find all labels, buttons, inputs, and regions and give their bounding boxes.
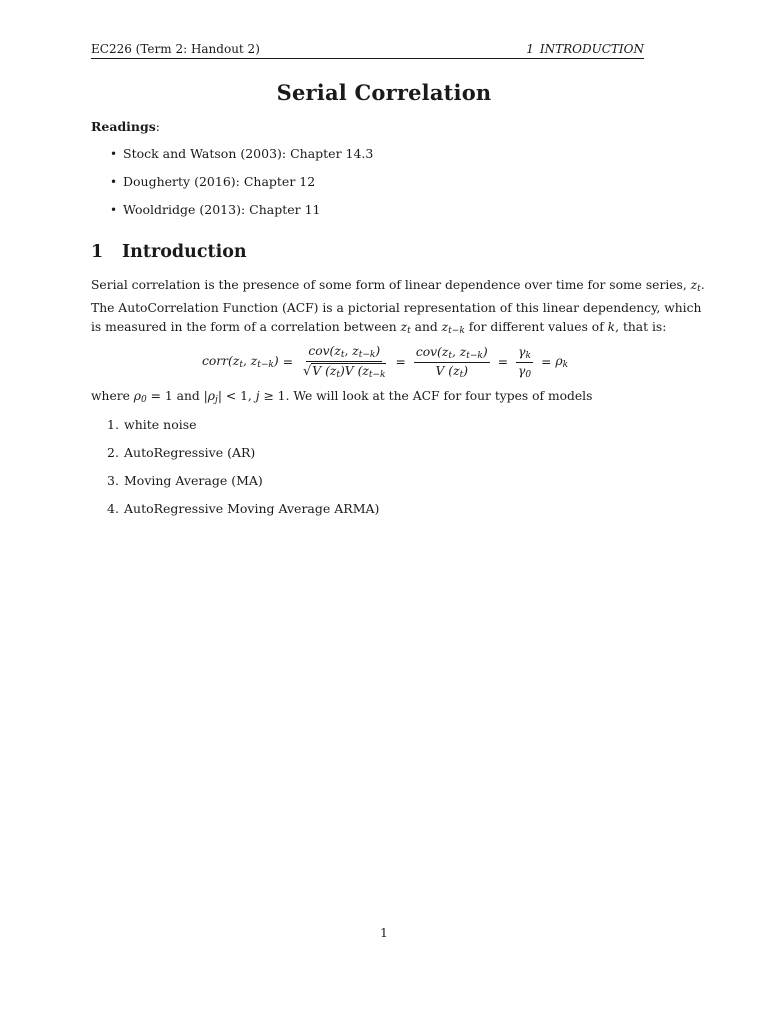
- list-number: 4.: [107, 501, 119, 516]
- bullet-icon: •: [110, 203, 118, 217]
- list-label: AutoRegressive Moving Average ARMA): [124, 501, 380, 516]
- math-subscript: k: [525, 350, 531, 361]
- math-text: ): [482, 344, 488, 359]
- math-subscript: t: [448, 350, 452, 361]
- equals-sign: =: [541, 355, 552, 369]
- list-number: 2.: [107, 445, 119, 460]
- fraction-cov-over-var: [414, 345, 490, 380]
- text-span: = 1 and |: [146, 389, 208, 403]
- math-text: ): [463, 363, 468, 378]
- equation-rhs: [555, 354, 568, 370]
- list-item: [107, 473, 379, 501]
- paragraph-line: [91, 318, 667, 341]
- section-number: 1: [91, 242, 104, 262]
- header-section-title: INTRODUCTION: [539, 42, 644, 56]
- section-title: Introduction: [122, 242, 247, 262]
- math-subscript: t: [459, 369, 464, 380]
- math-var: z: [441, 320, 449, 334]
- page-number: 1: [380, 926, 388, 940]
- math-text: )V (z: [340, 364, 369, 378]
- math-var: z: [690, 278, 698, 292]
- text-span: | < 1,: [217, 389, 256, 403]
- math-text: γ: [518, 344, 526, 359]
- bullet-icon: •: [110, 147, 118, 161]
- paragraph-line: The AutoCorrelation Function (ACF) is a pictorial representation of this linear dependency, which: [91, 301, 702, 315]
- math-text: V (z: [312, 364, 337, 378]
- bullet-icon: •: [110, 175, 118, 189]
- list-number: 1.: [107, 417, 119, 432]
- text-span: and: [410, 320, 442, 334]
- sqrt-radicand: [311, 363, 385, 380]
- text-span: , that is:: [615, 320, 667, 334]
- running-header: [91, 40, 644, 59]
- fraction-denominator: [433, 363, 470, 380]
- list-item: [107, 417, 379, 445]
- math-var: ρ: [133, 389, 142, 403]
- acf-equation: [202, 342, 568, 382]
- math-var: z: [400, 320, 408, 334]
- math-subscript: t: [336, 370, 340, 380]
- math-subscript: 0: [525, 369, 532, 380]
- reading-item: Dougherty (2016): Chapter 12: [123, 174, 316, 189]
- model-types-list: [107, 417, 379, 529]
- math-subscript: t−k: [368, 370, 386, 380]
- math-subscript: t: [407, 326, 411, 336]
- fraction-denominator: [516, 363, 533, 380]
- readings-label: Readings: [91, 119, 156, 134]
- sqrt-icon: √: [303, 364, 312, 379]
- math-var: ρ: [207, 389, 216, 403]
- math-text: cov(z: [308, 344, 341, 358]
- intro-paragraph: [91, 276, 705, 341]
- math-text: ρ: [555, 354, 563, 368]
- equals-sign: =: [282, 355, 293, 369]
- math-text: V (z: [435, 363, 460, 378]
- reading-item: Wooldridge (2013): Chapter 11: [123, 202, 321, 217]
- paragraph-line: [91, 276, 705, 299]
- fraction-numerator: [516, 345, 533, 363]
- equation-lhs: [202, 354, 279, 370]
- fraction-cov-over-sqrt: [301, 344, 388, 380]
- fraction-numerator: [414, 345, 490, 363]
- text-span: for different values of: [464, 320, 608, 334]
- fraction-gamma: [516, 345, 533, 380]
- math-subscript: t−k: [448, 326, 465, 336]
- list-item: [108, 174, 373, 202]
- list-item: [107, 501, 379, 529]
- equals-sign: =: [497, 355, 508, 369]
- math-subscript: j: [215, 395, 218, 405]
- readings-colon: :: [155, 119, 161, 134]
- math-subscript: t−k: [257, 360, 274, 370]
- math-text: corr(z: [202, 354, 240, 368]
- fraction-denominator: [301, 362, 388, 380]
- readings-list: [108, 146, 373, 230]
- equals-sign: =: [395, 355, 406, 369]
- math-subscript: t−k: [358, 350, 376, 360]
- list-label: Moving Average (MA): [124, 473, 263, 488]
- math-subscript: t: [340, 350, 345, 360]
- text-span: is measured in the form of a correlation between: [91, 320, 401, 334]
- text-span: .: [700, 278, 705, 292]
- math-var: k: [607, 320, 616, 334]
- math-text: ): [375, 344, 381, 358]
- math-text: ): [273, 354, 279, 368]
- list-item: [108, 202, 373, 230]
- reading-item: Stock and Watson (2003): Chapter 14.3: [123, 146, 374, 161]
- text-span: ≥ 1. We will look at the ACF for four types of models: [259, 389, 593, 403]
- text-span: Serial correlation is the presence of some form of linear dependence over time for some series,: [91, 278, 691, 292]
- header-right: [526, 42, 644, 56]
- header-left: EC226 (Term 2: Handout 2): [91, 42, 260, 56]
- document-title: Serial Correlation: [276, 80, 492, 105]
- list-label: AutoRegressive (AR): [124, 445, 256, 460]
- math-text: , z: [242, 354, 258, 368]
- header-section-number: 1: [526, 42, 534, 56]
- math-text: cov(z: [415, 344, 449, 359]
- math-subscript: t: [697, 284, 701, 294]
- math-subscript: k: [562, 360, 569, 370]
- math-var: j: [255, 389, 260, 403]
- text-span: where: [91, 389, 134, 403]
- math-subscript: t: [239, 360, 243, 370]
- math-subscript: 0: [141, 395, 147, 405]
- list-item: [107, 445, 379, 473]
- fraction-numerator: [306, 344, 382, 362]
- math-subscript: t−k: [466, 350, 483, 361]
- math-text: , z: [451, 344, 467, 359]
- list-number: 3.: [107, 473, 119, 488]
- math-text: γ: [518, 363, 526, 378]
- readings-heading: [91, 119, 160, 134]
- list-label: white noise: [124, 417, 197, 432]
- list-item: [108, 146, 373, 174]
- where-sentence: [91, 389, 592, 405]
- section-heading: [91, 242, 247, 262]
- math-text: , z: [344, 344, 359, 358]
